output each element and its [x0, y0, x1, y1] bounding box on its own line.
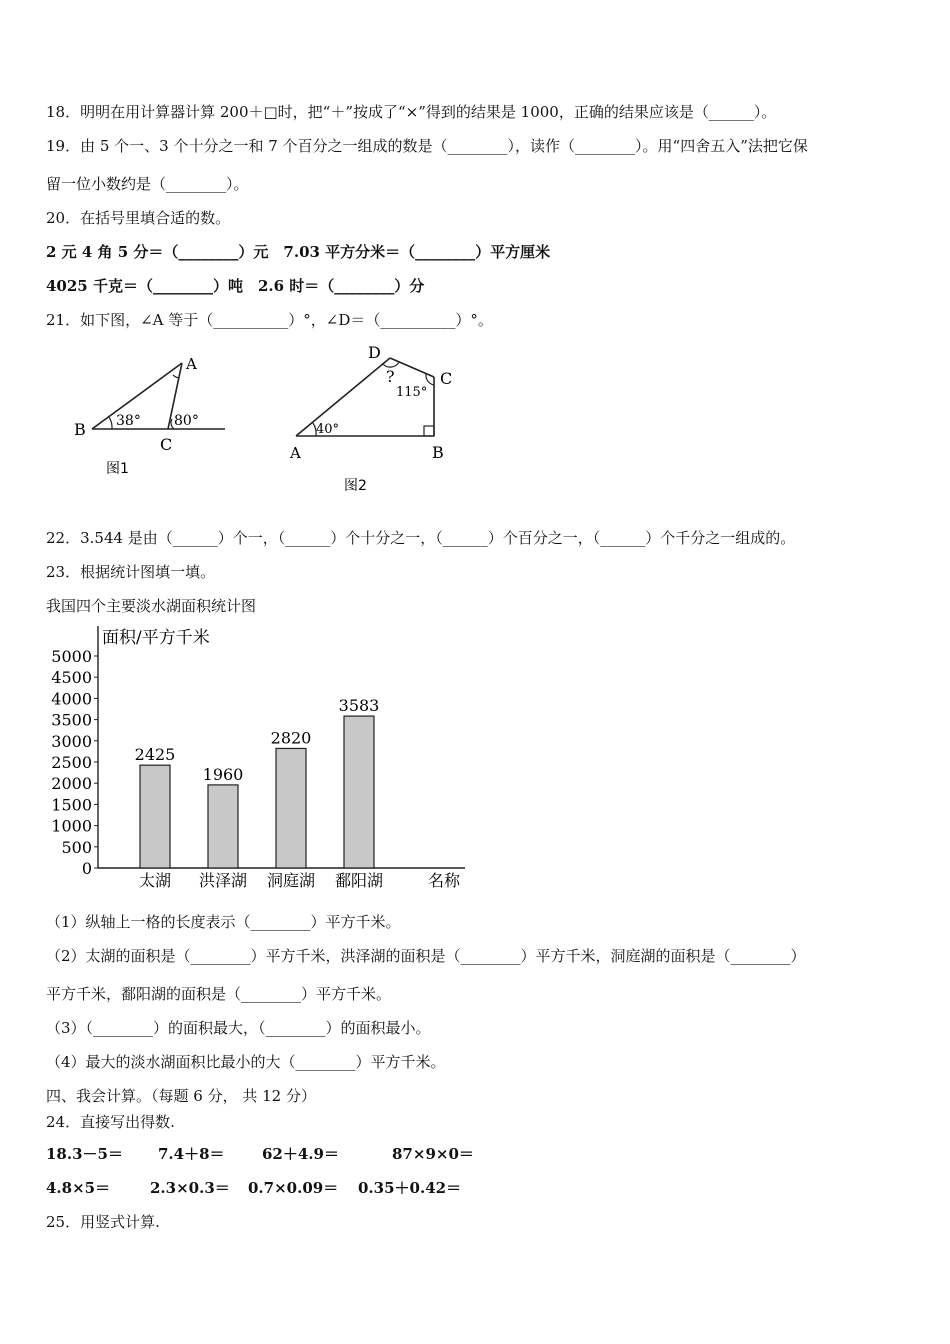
calc-item: 4.8×5＝: [46, 1179, 111, 1197]
calc-item: 0.35＋0.42＝: [358, 1179, 462, 1197]
x-category-label: 鄱阳湖: [334, 871, 384, 890]
calc-item: 18.3－5＝: [46, 1145, 123, 1163]
question-23-2-line1: （2）太湖的面积是（________）平方千米，洪泽湖的面积是（________）平方千米，洞庭湖的面积是（________）: [46, 947, 806, 965]
calc-item: 2.3×0.3＝: [150, 1179, 230, 1197]
bar: [208, 785, 238, 868]
question-18: 18．明明在用计算器计算 200＋□时，把“＋”按成了“×”得到的结果是 1000，正确的结果应该是（______）。: [46, 103, 777, 121]
bar-value-label: 2820: [270, 728, 312, 748]
y-tick-label: 3500: [51, 710, 92, 730]
bar-value-label: 3583: [338, 696, 380, 716]
question-21: 21．如下图，∠A 等于（__________）°，∠D＝（__________）°。: [46, 311, 493, 329]
y-tick-label: 4500: [51, 668, 92, 688]
y-tick-label: 2000: [51, 774, 92, 794]
y-tick-label: 5000: [51, 647, 92, 666]
question-19-line1: 19．由 5 个一、3 个十分之一和 7 个百分之一组成的数是（________），读作（________）。用“四舍五入”法把它保: [46, 137, 808, 155]
question-20-row1: 2 元 4 角 5 分＝（________）元 7.03 平方分米＝（________）平方厘米: [46, 243, 551, 261]
y-tick-label: 0: [81, 859, 92, 878]
question-24: 24．直接写出得数.: [46, 1113, 175, 1131]
question-23: 23．根据统计图填一填。: [46, 563, 216, 581]
fig2-caption: 图2: [344, 478, 367, 494]
chart-title: 我国四个主要淡水湖面积统计图: [46, 597, 257, 615]
fig2-angle-c: 115°: [396, 385, 428, 400]
calc-item: 0.7×0.09＝: [248, 1179, 339, 1197]
bar: [344, 716, 374, 868]
fig1-angle-c: 80°: [174, 413, 199, 429]
chart-ylabel: 面积/平方千米: [102, 628, 210, 648]
section-4-heading: 四、我会计算。（每题 6 分， 共 12 分）: [46, 1087, 316, 1105]
fig2-label-a: A: [290, 444, 301, 462]
question-20: 20．在括号里填合适的数。: [46, 209, 231, 227]
y-tick-label: 500: [61, 837, 92, 857]
question-19-line2: 留一位小数约是（________）。: [46, 175, 249, 193]
x-category-label: 洞庭湖: [266, 871, 316, 890]
calc-item: 7.4＋8＝: [158, 1145, 225, 1163]
chart-xlabel: 名称: [428, 871, 461, 890]
fig2-label-d: D: [368, 343, 381, 362]
fig1-label-c: C: [160, 435, 173, 454]
question-23-2-line2: 平方千米，鄱阳湖的面积是（________）平方千米。: [46, 985, 392, 1003]
fig1-label-b: B: [74, 420, 86, 439]
calc-item: 87×9×0＝: [392, 1145, 474, 1163]
question-22: 22．3.544 是由（______）个一，（______）个十分之一，（______）个百分之一，（______）个千分之一组成的。: [46, 529, 796, 547]
question-23-4: （4）最大的淡水湖面积比最小的大（________）平方千米。: [46, 1053, 446, 1071]
y-tick-label: 1000: [51, 816, 92, 836]
fig1-label-a: A: [186, 355, 197, 373]
lake-area-bar-chart: [40, 620, 480, 900]
figure-2-quadrilateral: [280, 340, 480, 500]
question-25: 25．用竖式计算.: [46, 1213, 160, 1231]
bar: [140, 765, 170, 868]
y-tick-label: 1500: [51, 795, 92, 815]
x-category-label: 太湖: [138, 871, 172, 890]
fig1-caption: 图1: [106, 461, 129, 477]
y-tick-label: 3000: [51, 731, 92, 751]
fig2-label-b: B: [432, 443, 444, 462]
question-20-row2: 4025 千克＝（________）吨 2.6 时＝（________）分: [46, 277, 425, 295]
fig2-label-c: C: [440, 369, 453, 388]
x-category-label: 洪泽湖: [198, 871, 248, 890]
question-23-3: （3）（________）的面积最大，（________）的面积最小。: [46, 1019, 431, 1037]
fig1-angle-b: 38°: [116, 413, 141, 429]
bar: [276, 748, 306, 868]
question-23-1: （1）纵轴上一格的长度表示（________）平方千米。: [46, 913, 401, 931]
bar-value-label: 1960: [202, 764, 244, 784]
bar-value-label: 2425: [134, 745, 176, 765]
y-tick-label: 2500: [51, 753, 92, 772]
fig2-angle-a: 40°: [316, 422, 340, 437]
fig2-unknown-angle: ?: [386, 367, 395, 386]
figure-1-triangle: [60, 345, 240, 485]
calc-item: 62＋4.9＝: [262, 1145, 339, 1163]
y-tick-label: 4000: [51, 689, 92, 709]
